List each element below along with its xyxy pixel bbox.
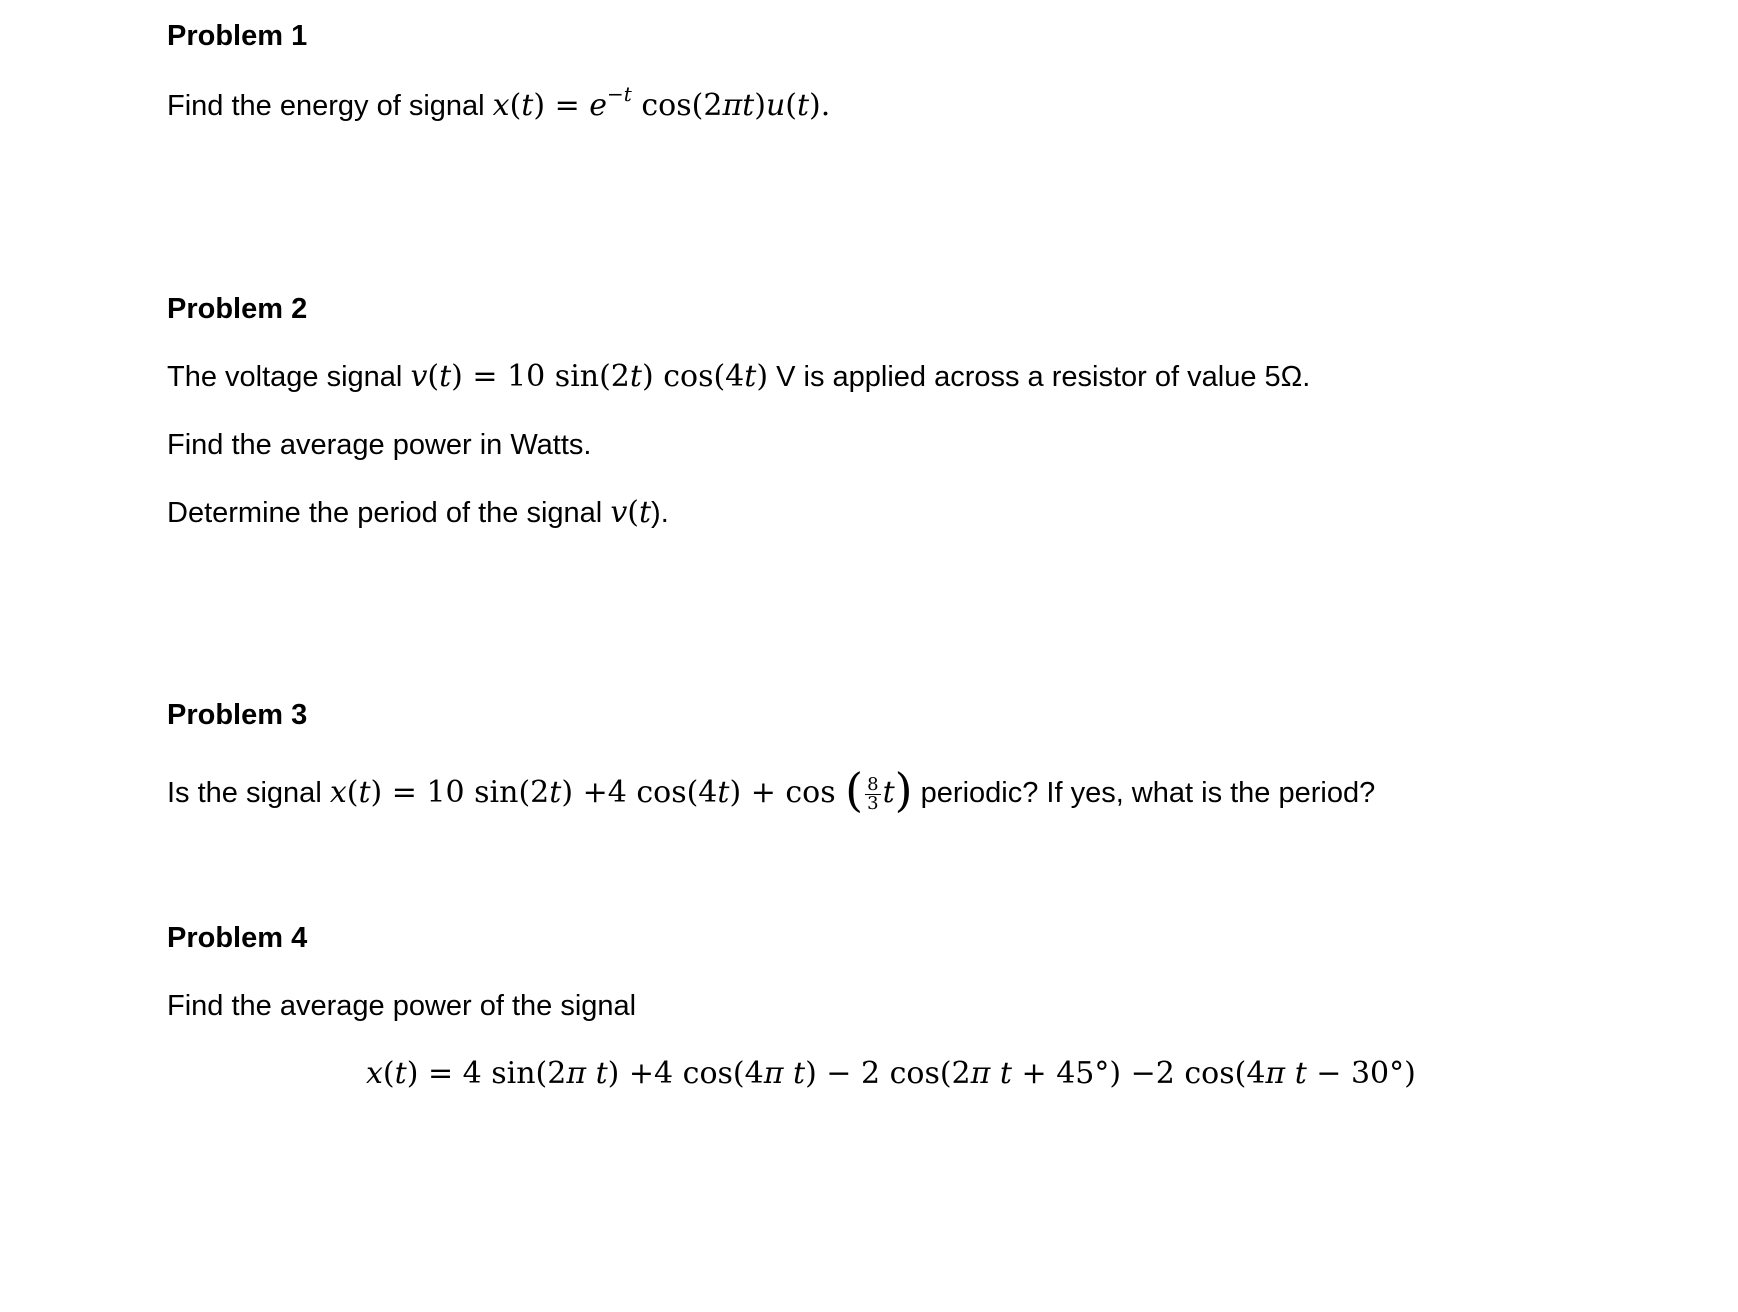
problem-1-heading: Problem 1 [167, 20, 308, 52]
fraction-8-3: $\frac{8}{3}$ [867, 773, 879, 814]
problem-3-statement [167, 763, 1376, 817]
problem-2-question-1: Find the average power in Watts. [167, 429, 592, 461]
problem-2-statement [167, 359, 1310, 395]
problem-2-equation: v(t) = 10 sin(2t) cos(4t) [410, 359, 769, 394]
problem-3-heading: Problem 3 [167, 699, 308, 731]
problem-1-statement [167, 82, 831, 126]
problem-2-text-after: V is applied across a resistor of value 5Ω. [768, 361, 1311, 393]
problem-4-heading: Problem 4 [167, 922, 308, 954]
problem-4-intro: Find the average power of the signal [167, 990, 637, 1022]
problem-2-heading: Problem 2 [167, 293, 308, 325]
problem-4-equation: x(t) = 4 sin(2π t) +4 cos(4π t) − 2 cos(2π t + 45°) −2 cos(4π t − 30°) [366, 1056, 1416, 1091]
problem-3-equation: x(t) = 10 sin(2t) +4 cos(4t) + cos ( $\frac{8}{3}$ t) [329, 763, 913, 817]
problem-2-question-2: Determine the period of the signal v(t). [167, 495, 669, 530]
problem-1-text: Find the energy of signal [167, 90, 493, 122]
problem-3-text: Is the signal [167, 777, 330, 809]
problem-1-equation: $x(t) = e^{-t}$ cos(2πt)u(t). [492, 82, 831, 123]
problem-3-text-after: periodic? If yes, what is the period? [912, 777, 1376, 809]
problem-2-text: The voltage signal [167, 361, 411, 393]
